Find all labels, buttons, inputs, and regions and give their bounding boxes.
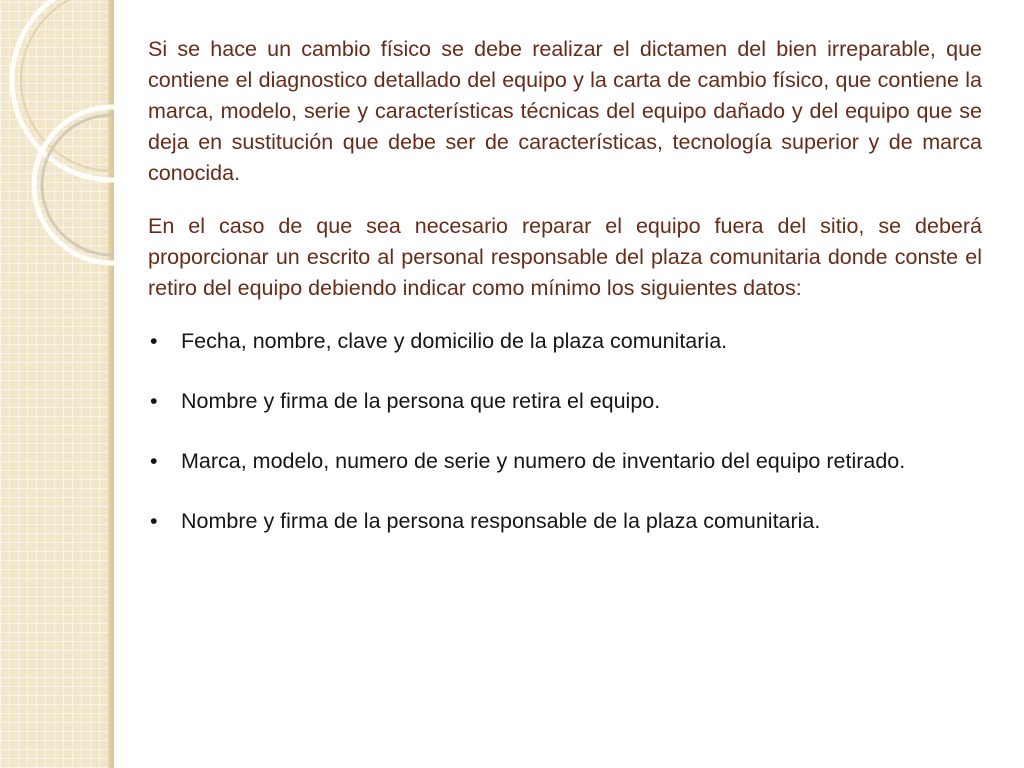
bullet-icon: • bbox=[150, 449, 158, 473]
list-item-text: Marca, modelo, numero de serie y numero de inventario del equipo retirado. bbox=[181, 449, 906, 473]
bullet-icon: • bbox=[150, 509, 158, 533]
bullet-icon: • bbox=[150, 389, 158, 413]
list-item bbox=[148, 326, 982, 357]
list-item-text: Fecha, nombre, clave y domicilio de la plaza comunitaria. bbox=[181, 329, 728, 353]
list-item bbox=[148, 386, 982, 417]
list-item bbox=[148, 506, 982, 537]
paragraph-physical-change: Si se hace un cambio físico se debe realizar el dictamen del bien irreparable, que contiene el diagnostico detallado del equipo y la carta de cambio físico, que contiene la marca, modelo, serie y características técnicas del equipo dañado y del equipo que se deja en sustitución que debe ser de características, tecnología superior y de marca conocida. bbox=[148, 37, 982, 185]
list-item-text: Nombre y firma de la persona responsable de la plaza comunitaria. bbox=[181, 509, 821, 533]
list-item bbox=[148, 446, 982, 477]
paragraph-offsite-repair: En el caso de que sea necesario reparar el equipo fuera del sitio, se deberá proporcionar un escrito al personal responsable del plaza comunitaria donde conste el retiro del equipo debiendo indicar como mínimo los siguientes datos: bbox=[148, 214, 982, 300]
required-data-list bbox=[148, 326, 982, 537]
bullet-icon: • bbox=[150, 329, 158, 353]
decorative-rings-icon bbox=[0, 0, 114, 330]
slide-content bbox=[148, 34, 982, 566]
list-item-text: Nombre y firma de la persona que retira el equipo. bbox=[181, 389, 661, 413]
